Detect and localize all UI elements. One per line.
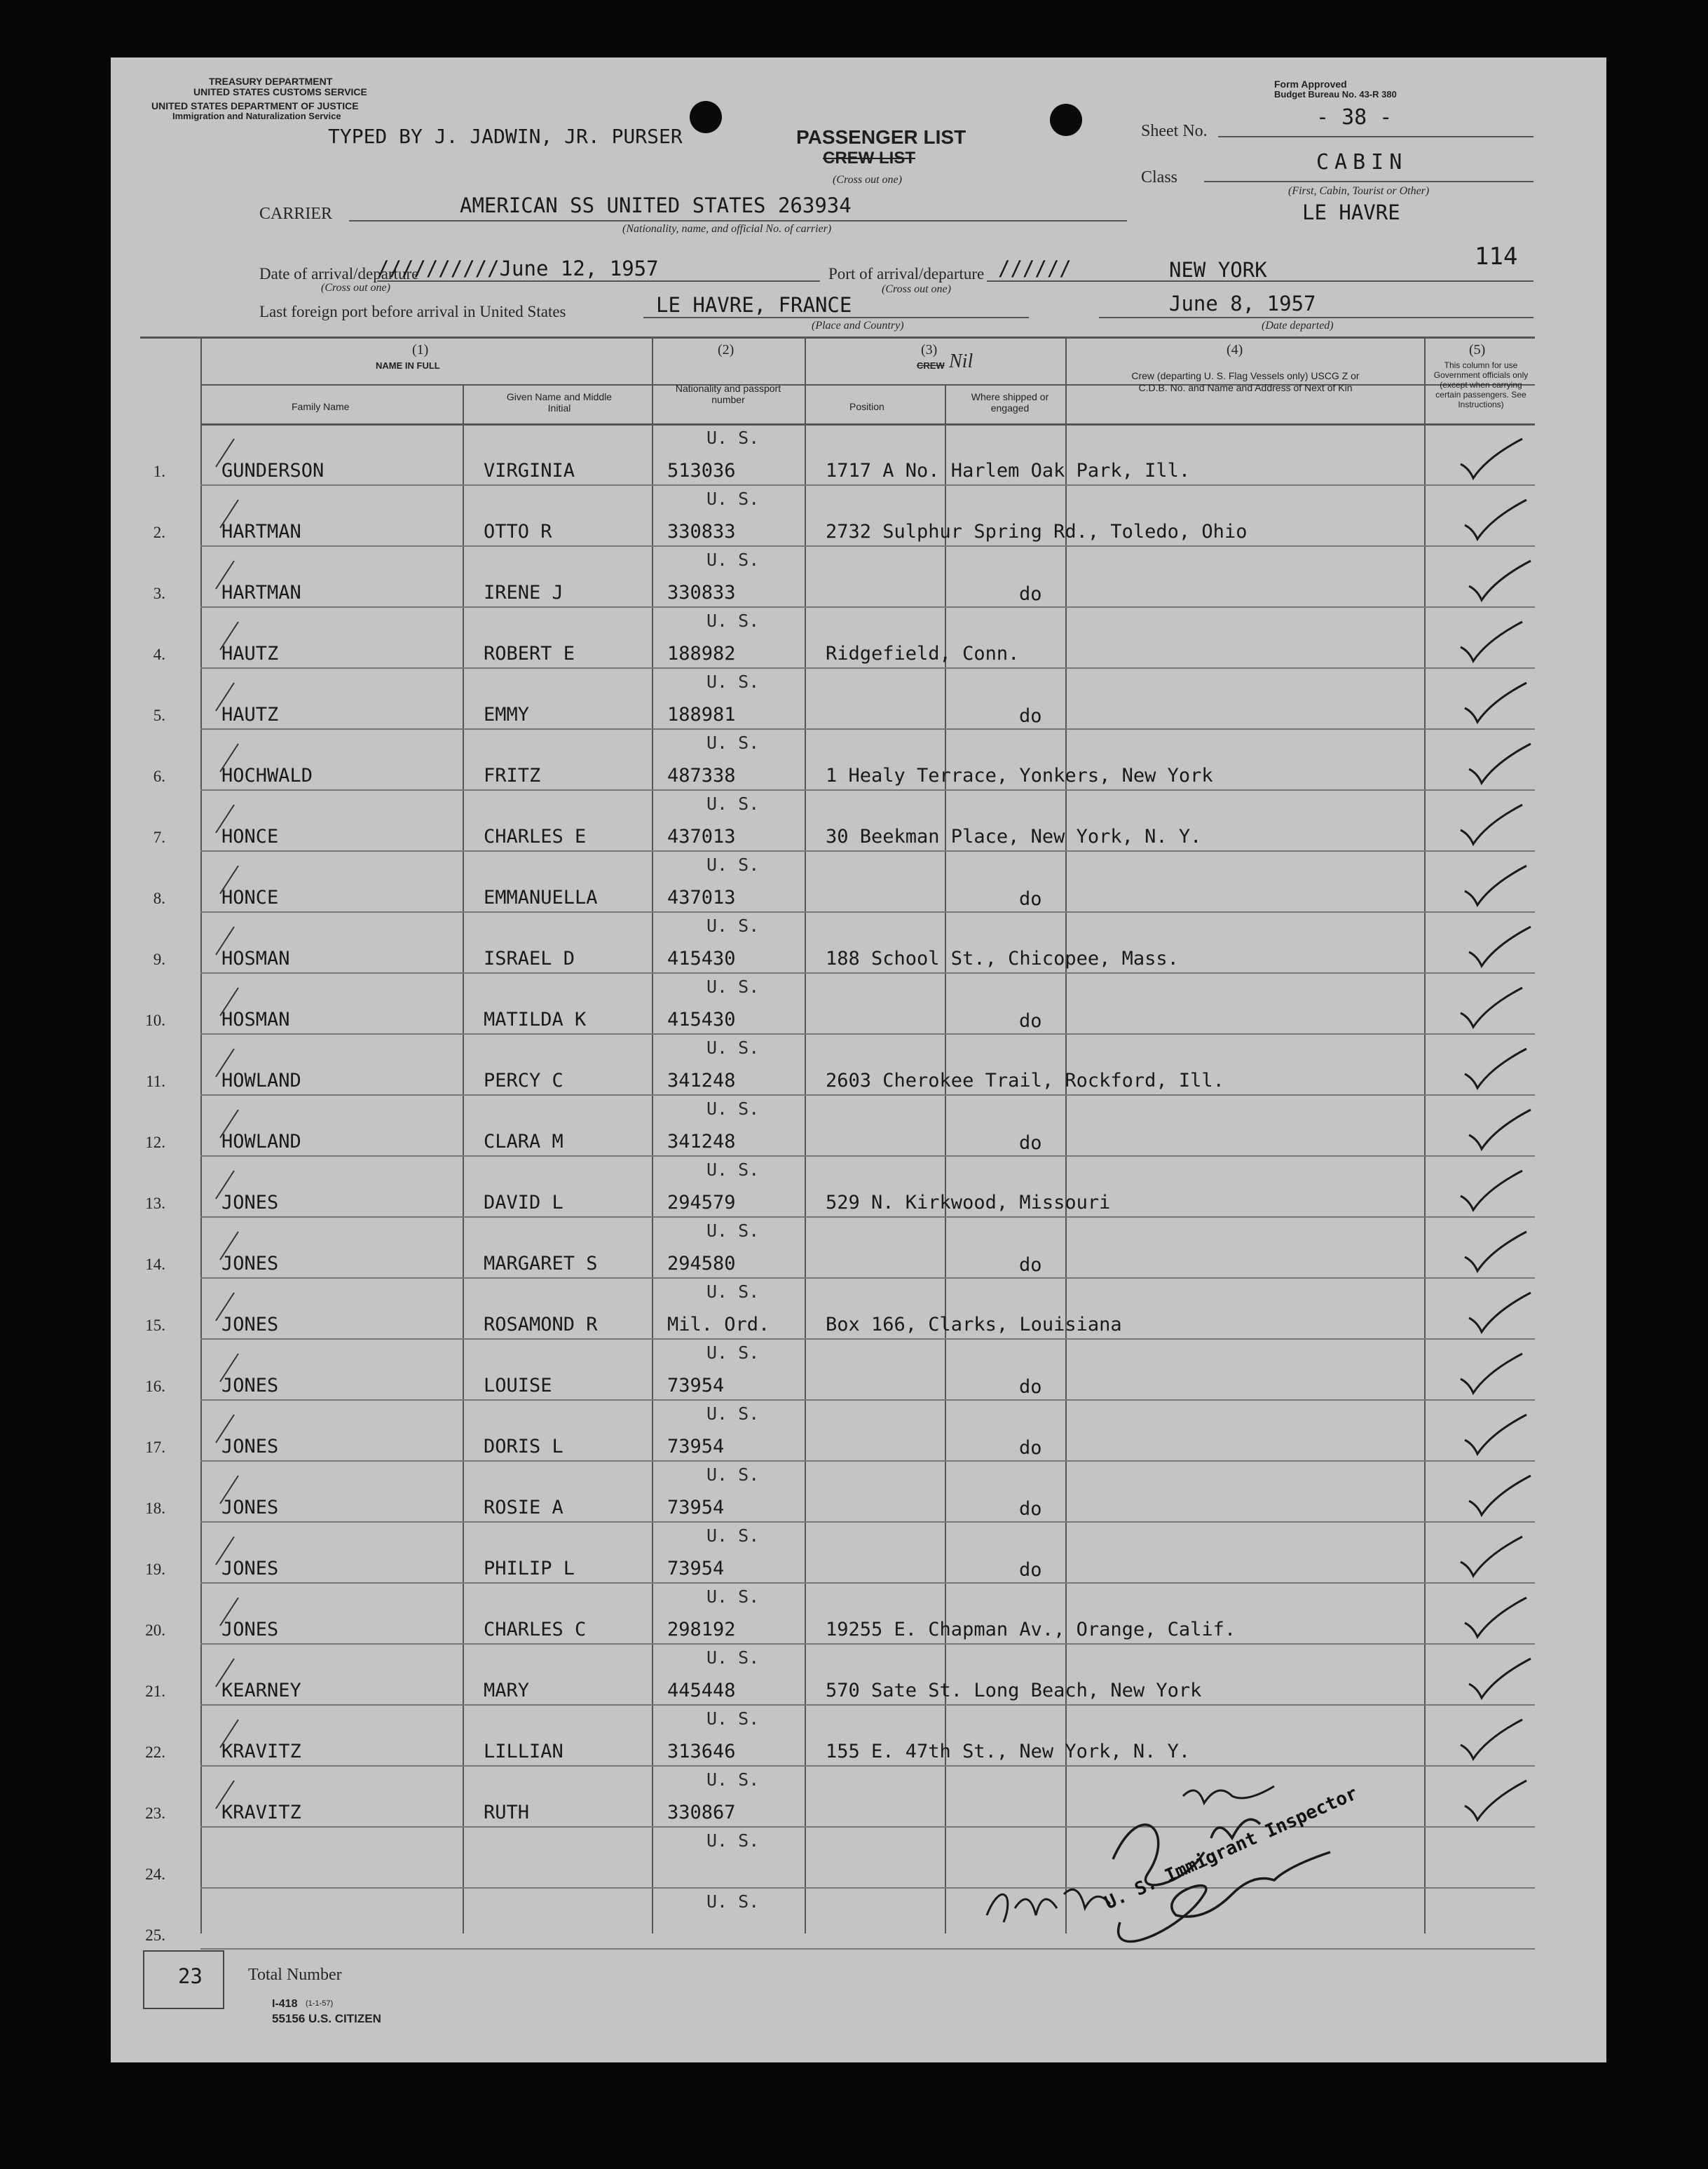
row-passport: 73954: [667, 1497, 725, 1518]
row-family-name: HARTMAN: [221, 582, 301, 604]
row-family-name: HONCE: [221, 826, 279, 848]
col1-number: (1): [412, 342, 429, 358]
date-departed-hint: (Date departed): [1262, 320, 1334, 332]
row-family-name: JONES: [221, 1375, 279, 1396]
row-given-name: LILLIAN: [484, 1741, 563, 1762]
row-family-name: KRAVITZ: [221, 1802, 301, 1823]
row-family-name: JONES: [221, 1619, 279, 1640]
name-tick: [220, 1720, 238, 1748]
row-address: do: [1019, 1376, 1042, 1398]
inspector-stamp: U. S. Immigrant Inspector: [1101, 1783, 1361, 1914]
row-family-name: KRAVITZ: [221, 1741, 301, 1762]
check-mark: [1465, 683, 1526, 722]
check-marks: [111, 57, 1606, 2062]
name-tick: [220, 1232, 238, 1260]
row-passport: 487338: [667, 765, 736, 787]
row-number: 11.: [146, 1073, 165, 1090]
row-given-name: VIRGINIA: [484, 460, 575, 482]
last-port-label: Last foreign port before arrival in United States: [259, 303, 566, 320]
row-address: do: [1019, 1559, 1042, 1581]
col4-title: Crew (departing U. S. Flag Vessels only) USCG Z or C.D.B. No. and Name and Address of Next of Kin: [1131, 370, 1360, 393]
row-address: 2732 Sulphur Spring Rd., Toledo, Ohio: [826, 521, 1248, 543]
row-number: 6.: [153, 768, 165, 785]
date-departed-value: June 8, 1957: [1169, 292, 1316, 315]
row-number: 21.: [145, 1682, 165, 1700]
check-mark: [1465, 1781, 1526, 1820]
row-nationality: U. S.: [706, 1099, 760, 1119]
check-mark: [1469, 1476, 1531, 1515]
total-value: 23: [178, 1964, 203, 1988]
row-given-name: PERCY C: [484, 1070, 563, 1092]
row-family-name: HOWLAND: [221, 1070, 301, 1092]
row-nationality: U. S.: [706, 794, 760, 814]
row-number: 5.: [153, 707, 165, 724]
row-family-name: GUNDERSON: [221, 460, 324, 482]
row-address: do: [1019, 1437, 1042, 1459]
row-address: 1717 A No. Harlem Oak Park, Ill.: [826, 460, 1191, 482]
row-passport: 294579: [667, 1192, 736, 1213]
row-passport: 437013: [667, 887, 736, 909]
row-number: 10.: [145, 1012, 165, 1029]
row-address: 570 Sate St. Long Beach, New York: [826, 1680, 1202, 1701]
col4-number: (4): [1227, 342, 1243, 358]
row-given-name: ROSAMOND R: [484, 1314, 598, 1335]
row-passport: 313646: [667, 1741, 736, 1762]
agency-line-1: TREASURY DEPARTMENT: [209, 76, 333, 87]
row-nationality: U. S.: [706, 1342, 760, 1363]
check-mark: [1461, 622, 1522, 661]
row-nationality: U. S.: [706, 1221, 760, 1241]
row-address: Ridgefield, Conn.: [826, 643, 1020, 665]
row-number: 24.: [145, 1865, 165, 1883]
row-passport: Mil. Ord.: [667, 1314, 770, 1335]
row-passport: 330833: [667, 521, 736, 543]
sheet-no-value: - 38 -: [1316, 105, 1393, 130]
row-given-name: IRENE J: [484, 582, 563, 604]
name-tick: [216, 1049, 234, 1077]
row-nationality: U. S.: [706, 1525, 760, 1546]
row-number: 7.: [153, 829, 165, 846]
check-mark: [1469, 1110, 1531, 1149]
row-address: 188 School St., Chicopee, Mass.: [826, 948, 1179, 970]
check-mark: [1465, 1232, 1526, 1271]
name-tick: [216, 1659, 234, 1687]
row-address: 2603 Cherokee Trail, Rockford, Ill.: [826, 1070, 1224, 1092]
name-tick: [220, 866, 238, 894]
row-number: 20.: [145, 1621, 165, 1639]
row-number: 1.: [153, 463, 165, 480]
inspector-signature: [973, 1754, 1365, 1964]
row-nationality: U. S.: [706, 1830, 760, 1851]
row-address: do: [1019, 1010, 1042, 1032]
carrier-value: AMERICAN SS UNITED STATES 263934: [460, 193, 852, 217]
name-tick: [216, 927, 234, 955]
check-mark: [1469, 1293, 1531, 1332]
place-hint: (Place and Country): [812, 320, 904, 332]
footer-code: 55156 U.S. CITIZEN: [272, 2012, 381, 2025]
page-number: 114: [1475, 243, 1518, 271]
row-nationality: U. S.: [706, 1403, 760, 1424]
row-given-name: ISRAEL D: [484, 948, 575, 970]
form-title: PASSENGER LIST: [796, 126, 966, 148]
check-mark: [1465, 1049, 1526, 1088]
row-passport: 341248: [667, 1131, 736, 1153]
row-address: 529 N. Kirkwood, Missouri: [826, 1192, 1111, 1213]
row-passport: 437013: [667, 826, 736, 848]
name-tick: [220, 1598, 238, 1626]
check-mark: [1465, 500, 1526, 539]
row-family-name: HAUTZ: [221, 704, 279, 726]
check-mark: [1461, 988, 1522, 1027]
row-nationality: U. S.: [706, 1038, 760, 1058]
agency-line-3: UNITED STATES DEPARTMENT OF JUSTICE: [151, 100, 359, 111]
row-passport: 73954: [667, 1375, 725, 1396]
row-number: 13.: [145, 1195, 165, 1212]
check-mark: [1465, 1415, 1526, 1454]
row-family-name: JONES: [221, 1497, 279, 1518]
row-nationality: U. S.: [706, 428, 760, 448]
row-nationality: U. S.: [706, 672, 760, 692]
cross-out-note: (Cross out one): [833, 174, 902, 186]
row-number: 12.: [145, 1134, 165, 1151]
row-family-name: HONCE: [221, 887, 279, 909]
check-mark: [1469, 1659, 1531, 1698]
check-mark: [1461, 1537, 1522, 1576]
row-address: 30 Beekman Place, New York, N. Y.: [826, 826, 1202, 848]
row-number: 15.: [145, 1317, 165, 1334]
col5-number: (5): [1469, 342, 1486, 358]
date-arrival-value: //////////June 12, 1957: [377, 257, 659, 280]
check-mark: [1461, 1720, 1522, 1759]
check-mark: [1461, 1354, 1522, 1393]
row-family-name: HOSMAN: [221, 948, 290, 970]
form-approved: Form Approved: [1274, 79, 1347, 90]
row-passport: 73954: [667, 1558, 725, 1579]
passenger-list-sheet: [111, 57, 1606, 2062]
row-nationality: U. S.: [706, 1281, 760, 1302]
row-address: do: [1019, 1132, 1042, 1154]
name-tick: [216, 805, 234, 833]
row-given-name: FRITZ: [484, 765, 541, 787]
class-value: CABIN: [1316, 150, 1408, 175]
row-address: do: [1019, 1498, 1042, 1520]
col1-title: NAME IN FULL: [376, 360, 440, 371]
name-tick: [216, 439, 234, 467]
total-label: Total Number: [248, 1966, 342, 1984]
row-given-name: CHARLES C: [484, 1619, 587, 1640]
check-mark: [1465, 866, 1526, 905]
carrier-hint: (Nationality, name, and official No. of carrier): [622, 223, 832, 235]
row-address: 19255 E. Chapman Av., Orange, Calif.: [826, 1619, 1236, 1640]
row-family-name: JONES: [221, 1253, 279, 1274]
row-passport: 445448: [667, 1680, 736, 1701]
row-nationality: U. S.: [706, 977, 760, 997]
row-number: 18.: [145, 1500, 165, 1517]
col3-number: (3): [921, 342, 938, 358]
form-date: (1-1-57): [306, 1999, 334, 2008]
col3-nil-note: Nil: [949, 351, 973, 372]
row-number: 17.: [145, 1439, 165, 1456]
row-given-name: EMMY: [484, 704, 530, 726]
row-passport: 188982: [667, 643, 736, 665]
budget-bureau: Budget Bureau No. 43-R 380: [1274, 89, 1397, 100]
row-given-name: OTTO R: [484, 521, 552, 543]
name-tick: [216, 1781, 234, 1809]
form-title-crew: CREW LIST: [823, 149, 915, 168]
check-mark: [1465, 1598, 1526, 1637]
name-tick: [220, 988, 238, 1016]
row-number: 4.: [153, 646, 165, 663]
row-number: 2.: [153, 524, 165, 541]
check-mark: [1461, 1171, 1522, 1210]
row-given-name: PHILIP L: [484, 1558, 575, 1579]
row-given-name: ROSIE A: [484, 1497, 563, 1518]
row-passport: 298192: [667, 1619, 736, 1640]
row-given-name: MARGARET S: [484, 1253, 598, 1274]
row-given-name: DAVID L: [484, 1192, 563, 1213]
row-address: 155 E. 47th St., New York, N. Y.: [826, 1741, 1191, 1762]
row-passport: 73954: [667, 1436, 725, 1457]
row-nationality: U. S.: [706, 1891, 760, 1912]
row-number: 16.: [145, 1378, 165, 1395]
col5-title: This column for use Government officials only (except when carrying certain passengers. See Instructions): [1433, 360, 1529, 409]
class-note: LE HAVRE: [1302, 200, 1400, 224]
row-passport: 415430: [667, 1009, 736, 1031]
col3-shipped-header: Where shipped or engaged: [971, 391, 1049, 414]
last-port-value: LE HAVRE, FRANCE: [656, 293, 852, 317]
row-passport: 330867: [667, 1802, 736, 1823]
row-nationality: U. S.: [706, 1769, 760, 1790]
check-mark: [1461, 805, 1522, 844]
class-label: Class: [1141, 168, 1178, 186]
sheet-no-label: Sheet No.: [1141, 122, 1208, 140]
agency-line-4: Immigration and Naturalization Service: [172, 111, 341, 121]
port-cross-out-note: (Cross out one): [882, 283, 951, 295]
class-hint: (First, Cabin, Tourist or Other): [1288, 185, 1430, 197]
port-label: Port of arrival/departure: [828, 265, 985, 283]
row-given-name: EMMANUELLA: [484, 887, 598, 909]
row-nationality: U. S.: [706, 733, 760, 753]
row-given-name: MARY: [484, 1680, 530, 1701]
row-given-name: LOUISE: [484, 1375, 552, 1396]
name-tick: [216, 683, 234, 711]
row-passport: 330833: [667, 582, 736, 604]
row-given-name: CHARLES E: [484, 826, 587, 848]
row-nationality: U. S.: [706, 1586, 760, 1607]
name-tick: [220, 1354, 238, 1382]
row-nationality: U. S.: [706, 1647, 760, 1668]
row-given-name: CLARA M: [484, 1131, 563, 1153]
row-address: Box 166, Clarks, Louisiana: [826, 1314, 1122, 1335]
name-tick: [220, 622, 238, 650]
row-family-name: HOCHWALD: [221, 765, 313, 787]
form-code: I-418: [272, 1998, 298, 2010]
row-passport: 294580: [667, 1253, 736, 1274]
row-nationality: U. S.: [706, 1708, 760, 1729]
row-address: do: [1019, 705, 1042, 727]
port-strike: //////: [998, 257, 1072, 280]
row-family-name: KEARNEY: [221, 1680, 301, 1701]
row-family-name: HOWLAND: [221, 1131, 301, 1153]
row-nationality: U. S.: [706, 855, 760, 875]
row-nationality: U. S.: [706, 611, 760, 631]
row-number: 23.: [145, 1804, 165, 1822]
row-given-name: ROBERT E: [484, 643, 575, 665]
name-tick: [216, 1415, 234, 1443]
name-tick: [216, 1293, 234, 1321]
row-family-name: HOSMAN: [221, 1009, 290, 1031]
row-nationality: U. S.: [706, 1464, 760, 1485]
row-family-name: JONES: [221, 1436, 279, 1457]
port-value: NEW YORK: [1169, 258, 1267, 282]
row-address: do: [1019, 888, 1042, 910]
row-passport: 188981: [667, 704, 736, 726]
row-number: 3.: [153, 585, 165, 602]
row-number: 19.: [145, 1561, 165, 1578]
row-family-name: JONES: [221, 1192, 279, 1213]
check-mark: [1469, 927, 1531, 966]
row-number: 14.: [145, 1256, 165, 1273]
col1-given-header: Given Name and Middle Initial: [506, 391, 613, 414]
row-family-name: JONES: [221, 1314, 279, 1335]
col2-number: (2): [718, 342, 735, 358]
col2-title: Nationality and passport number: [675, 383, 781, 405]
row-family-name: JONES: [221, 1558, 279, 1579]
row-family-name: HARTMAN: [221, 521, 301, 543]
row-nationality: U. S.: [706, 489, 760, 509]
col3-position-header: Position: [849, 401, 884, 412]
col1-family-header: Family Name: [292, 401, 350, 412]
row-nationality: U. S.: [706, 550, 760, 570]
check-mark: [1469, 744, 1531, 783]
name-tick: [216, 561, 234, 589]
name-tick: [220, 744, 238, 772]
typed-by: TYPED BY J. JADWIN, JR. PURSER: [328, 125, 683, 148]
name-tick: [220, 500, 238, 528]
name-tick: [220, 1110, 238, 1138]
row-nationality: U. S.: [706, 1160, 760, 1180]
row-passport: 513036: [667, 460, 736, 482]
name-tick: [216, 1537, 234, 1565]
row-number: 9.: [153, 951, 165, 968]
row-address: do: [1019, 583, 1042, 605]
row-number: 8.: [153, 890, 165, 907]
row-passport: 415430: [667, 948, 736, 970]
date-cross-out-note: (Cross out one): [321, 282, 390, 294]
row-nationality: U. S.: [706, 916, 760, 936]
row-given-name: MATILDA K: [484, 1009, 587, 1031]
row-family-name: HAUTZ: [221, 643, 279, 665]
name-tick: [216, 1171, 234, 1199]
name-tick: [220, 1476, 238, 1504]
row-number: 22.: [145, 1743, 165, 1761]
check-mark: [1461, 439, 1522, 478]
row-number: 25.: [145, 1926, 165, 1944]
col3-title: CREW: [917, 360, 945, 371]
check-mark: [1469, 561, 1531, 600]
row-address: do: [1019, 1254, 1042, 1276]
agency-line-2: UNITED STATES CUSTOMS SERVICE: [193, 86, 367, 97]
row-address: 1 Healy Terrace, Yonkers, New York: [826, 765, 1213, 787]
row-given-name: DORIS L: [484, 1436, 563, 1457]
carrier-label: CARRIER: [259, 205, 333, 223]
row-given-name: RUTH: [484, 1802, 530, 1823]
date-arrival-label: Date of arrival/departure: [259, 265, 419, 283]
row-passport: 341248: [667, 1070, 736, 1092]
